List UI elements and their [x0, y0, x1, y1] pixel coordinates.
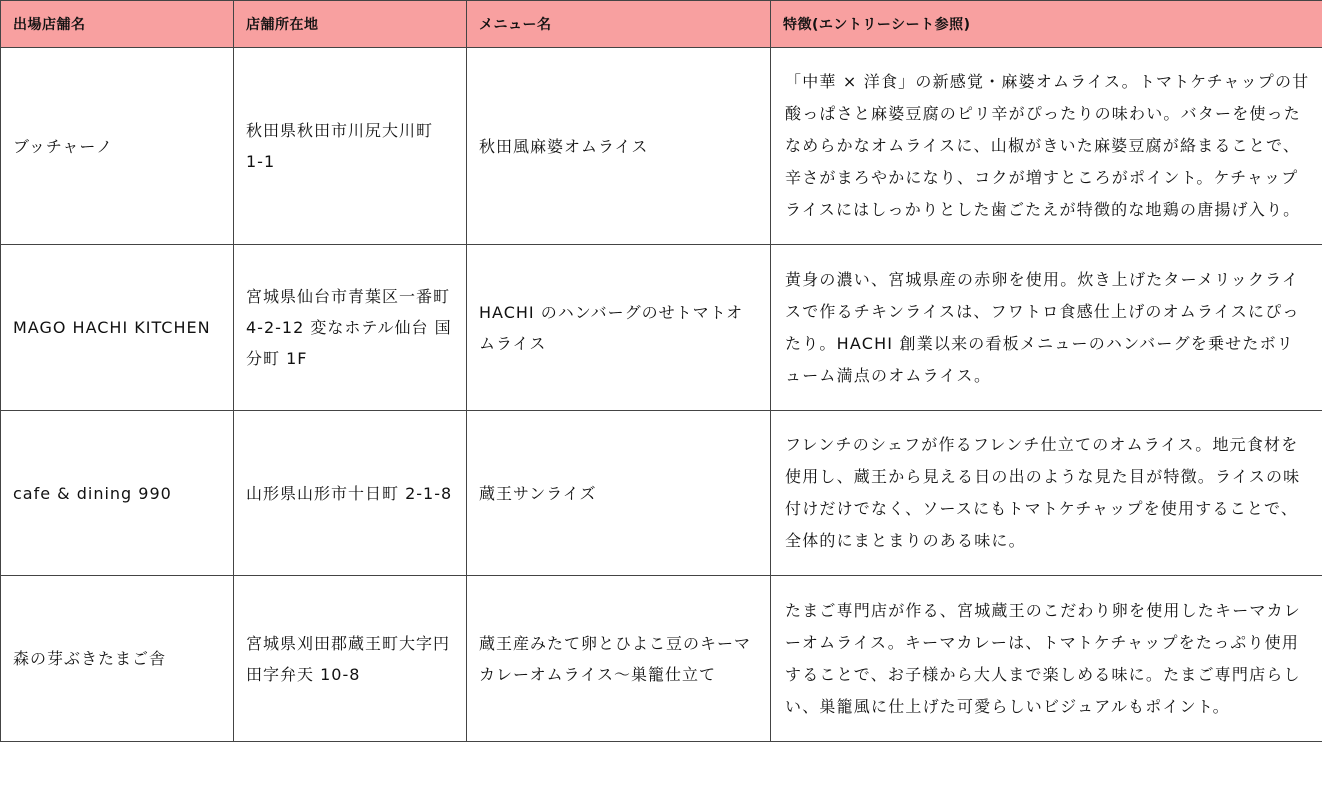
table-row — [1, 245, 1322, 411]
header-store-name: 出場店舗名 — [1, 1, 234, 48]
header-menu-name: メニュー名 — [467, 1, 771, 48]
feature-cell: フレンチのシェフが作るフレンチ仕立てのオムライス。地元食材を使用し、蔵王から見える日の出のような見た目が特徴。ライスの味付けだけでなく、ソースにもトマトケチャップを使用することで、全体的にまとまりのある味に。 — [771, 411, 1322, 576]
address-cell: 宮城県刈田郡蔵王町大字円田字弁天 10-8 — [234, 576, 467, 742]
address-cell: 秋田県秋田市川尻大川町 1-1 — [234, 48, 467, 245]
store-name-cell: MAGO HACHI KITCHEN — [1, 245, 234, 411]
feature-cell: 「中華 × 洋食」の新感覚・麻婆オムライス。トマトケチャップの甘酸っぱさと麻婆豆腐のピリ辛がぴったりの味わい。バターを使ったなめらかなオムライスに、山椒がきいた麻婆豆腐が絡まることで、辛さがまろやかになり、コクが増すところがポイント。ケチャップライスにはしっかりとした歯ごたえが特徴的な地鶏の唐揚げ入り。 — [771, 48, 1322, 245]
store-name-cell: 森の芽ぶきたまご舎 — [1, 576, 234, 742]
store-name-cell: ブッチャーノ — [1, 48, 234, 245]
table-row — [1, 576, 1322, 742]
menu-name-cell: 蔵王産みたて卵とひよこ豆のキーマカレーオムライス～巣籠仕立て — [467, 576, 771, 742]
table-row — [1, 411, 1322, 576]
feature-cell: たまご専門店が作る、宮城蔵王のこだわり卵を使用したキーマカレーオムライス。キーマカレーは、トマトケチャップをたっぷり使用することで、お子様から大人まで楽しめる味に。たまご専門店らしい、巣籠風に仕上げた可愛らしいビジュアルもポイント。 — [771, 576, 1322, 742]
header-address: 店舗所在地 — [234, 1, 467, 48]
table-row — [1, 48, 1322, 245]
menu-name-cell: 秋田風麻婆オムライス — [467, 48, 771, 245]
address-cell: 山形県山形市十日町 2-1-8 — [234, 411, 467, 576]
address-cell: 宮城県仙台市青葉区一番町 4-2-12 変なホテル仙台 国分町 1F — [234, 245, 467, 411]
feature-cell: 黄身の濃い、宮城県産の赤卵を使用。炊き上げたターメリックライスで作るチキンライスは、フワトロ食感仕上げのオムライスにぴったり。HACHI 創業以来の看板メニューのハンバーグを乗せたボリューム満点のオムライス。 — [771, 245, 1322, 411]
menu-name-cell: 蔵王サンライズ — [467, 411, 771, 576]
menu-name-cell: HACHI のハンバーグのせトマトオムライス — [467, 245, 771, 411]
store-name-cell: cafe & dining 990 — [1, 411, 234, 576]
header-row — [1, 1, 1322, 48]
header-features: 特徴(エントリーシート参照) — [771, 1, 1322, 48]
